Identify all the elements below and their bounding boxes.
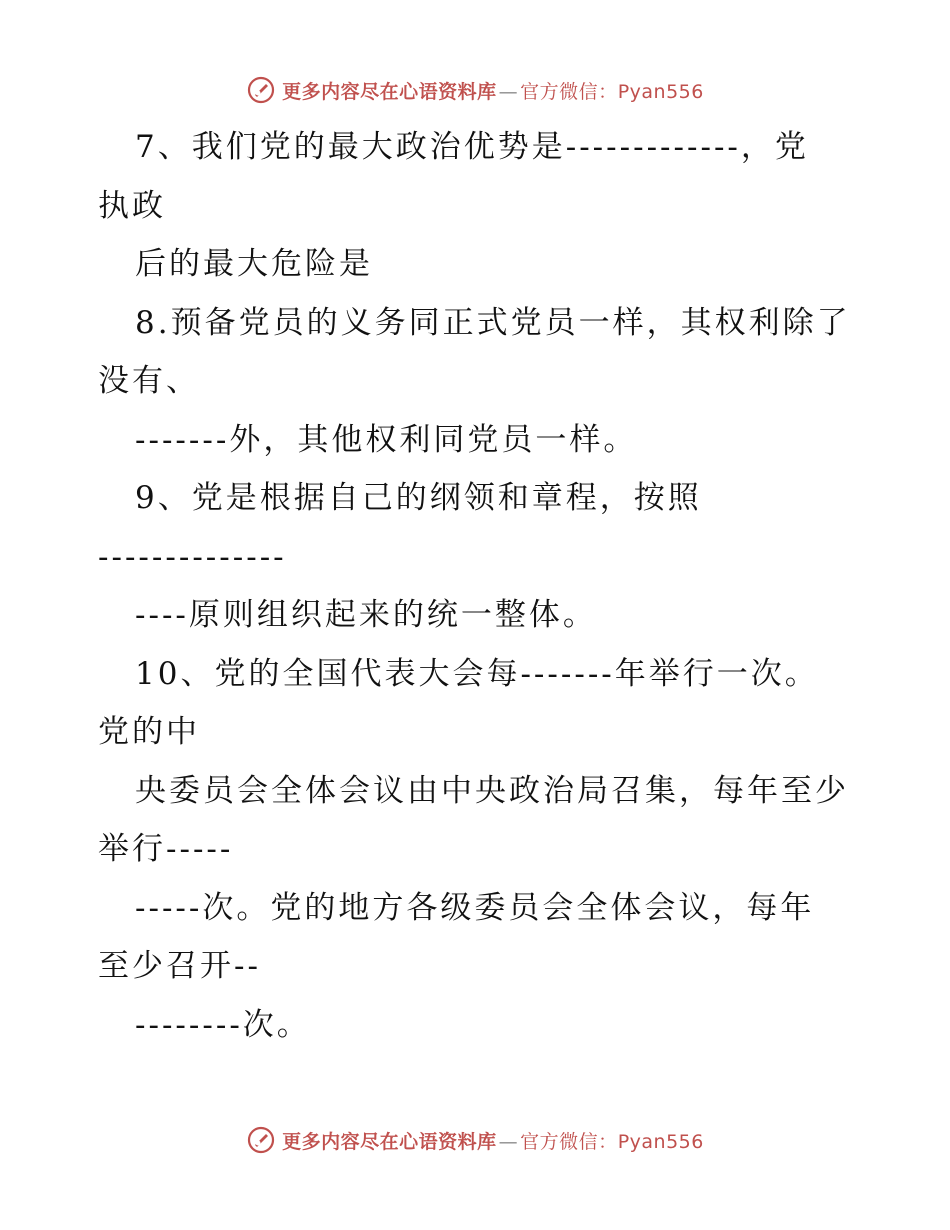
text-line: 7、我们党的最大政治优势是-------------，党 — [135, 129, 809, 165]
footer-watermark — [0, 1120, 950, 1160]
text-line: 没有、 — [98, 363, 200, 399]
text-line: --------次。 — [135, 1007, 311, 1043]
watermark-wechat-id: Pyan556 — [617, 1130, 704, 1153]
text-line: 后的最大危险是 — [135, 246, 373, 282]
watermark-title: 更多内容尽在心语资料库 — [282, 1130, 497, 1153]
text-line: -------外，其他权利同党员一样。 — [135, 422, 638, 458]
text-line: 10、党的全国代表大会每-------年举行一次。 — [135, 656, 819, 692]
watermark-separator: — — [498, 1130, 519, 1153]
text-line: -----次。党的地方各级委员会全体会议，每年 — [135, 890, 815, 926]
watermark-wechat-label: 官方微信： — [520, 1130, 618, 1153]
text-line: ----原则组织起来的统一整体。 — [135, 597, 597, 633]
text-line: 举行----- — [98, 831, 234, 867]
watermark-separator: — — [498, 80, 519, 103]
watermark-wechat-id: Pyan556 — [617, 80, 704, 103]
text-line: 8.预备党员的义务同正式党员一样，其权利除了 — [135, 305, 851, 341]
header-watermark — [0, 70, 950, 110]
text-line: 执政 — [98, 188, 166, 224]
text-line: 央委员会全体会议由中央政治局召集，每年至少 — [135, 773, 849, 809]
pen-logo-icon — [246, 1125, 276, 1155]
text-line: 9、党是根据自己的纲领和章程，按照 — [135, 480, 702, 516]
watermark-wechat-label: 官方微信： — [520, 80, 618, 103]
text-line: 至少召开-- — [98, 948, 261, 984]
pen-logo-icon — [246, 75, 276, 105]
text-line: -------------- — [98, 539, 287, 575]
watermark-title: 更多内容尽在心语资料库 — [282, 80, 497, 103]
text-line: 党的中 — [98, 714, 200, 750]
